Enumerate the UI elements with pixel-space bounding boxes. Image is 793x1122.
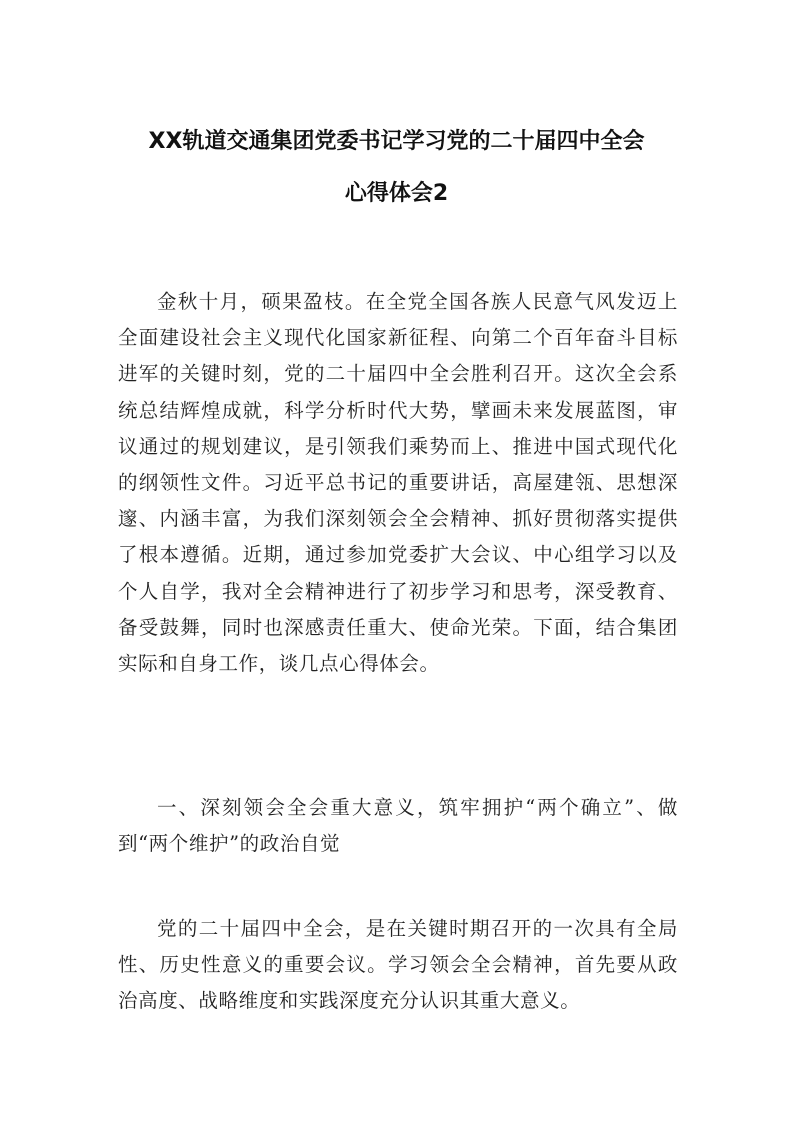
section-1-paragraph: 党的二十届四中全会，是在关键时期召开的一次具有全局性、历史性意义的重要会议。学习领会全会精神，首先要从政治高度、战略维度和实践深度充分认识其重大意义。 (118, 917, 678, 1013)
document-title-line-2: 心得体会2 (344, 181, 449, 206)
document-title-line-1: XX轨道交通集团党委书记学习党的二十届四中全会 (148, 129, 645, 154)
intro-paragraph: 金秋十月，硕果盈枝。在全党全国各族人民意气风发迈上全面建设社会主义现代化国家新征程、向第二个百年奋斗目标进军的关键时刻，党的二十届四中全会胜利召开。这次全会系统总结辉煌成就，科学分析时代大势，擘画未来发展蓝图，审议通过的规划建议，是引领我们乘势而上、推进中国式现代化的纲领性文件。习近平总书记的重要讲话，高屋建瓴、思想深邃、内涵丰富，为我们深刻领会全会精神、抓好贯彻落实提供了根本遵循。近期，通过参加党委扩大会议、中心组学习以及个人自学，我对全会精神进行了初步学习和思考，深受教育、备受鼓舞，同时也深感责任重大、使命光荣。下面，结合集团实际和自身工作，谈几点心得体会。 (118, 290, 678, 676)
section-heading-1: 一、深刻领会全会重大意义，筑牢拥护“两个确立”、做到“两个维护”的政治自觉 (118, 796, 678, 856)
